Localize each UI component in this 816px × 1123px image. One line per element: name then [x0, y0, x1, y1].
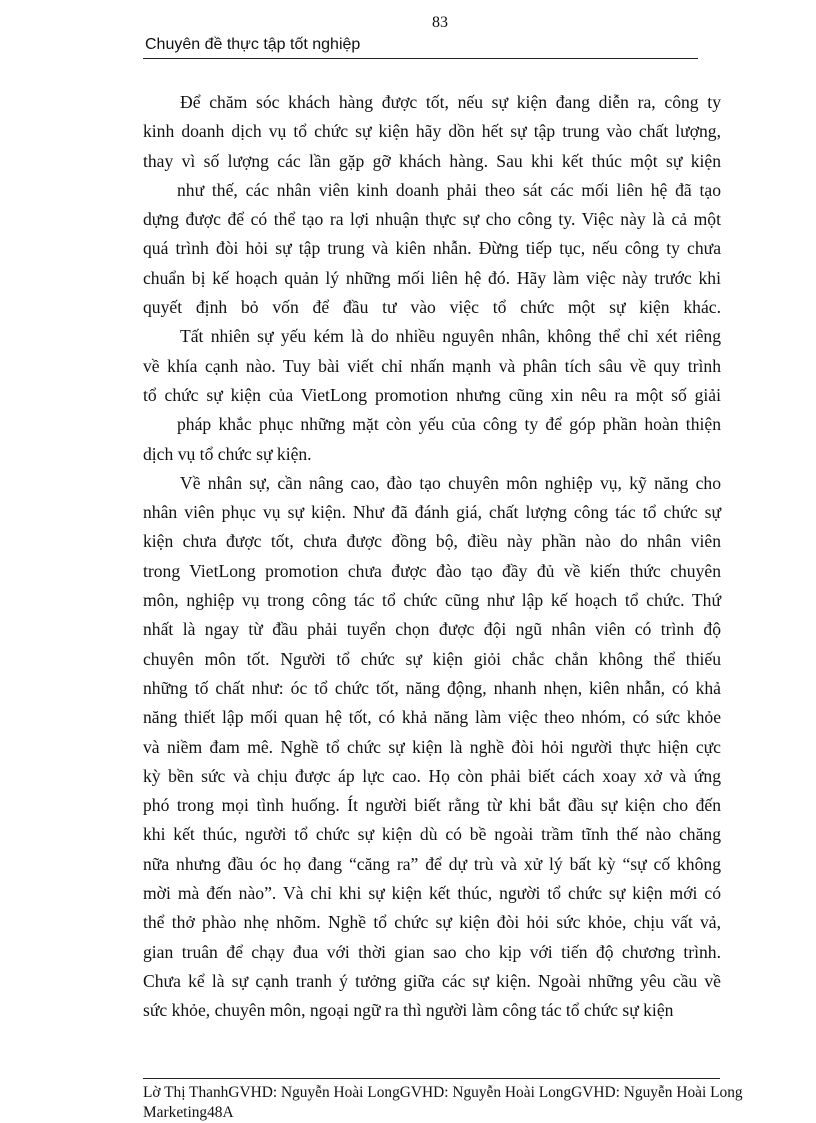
text-line: trong VietLong promotion chưa được đào tạo đầy đủ về kiến thức chuyên — [143, 560, 721, 581]
text-line: dựng được để có thể tạo ra lợi nhuận thực sự cho công ty. Việc này là cả một — [143, 209, 721, 230]
page-number: 83 — [432, 14, 448, 31]
text-line: thay vì số lượng các lần gặp gỡ khách hàng. Sau khi kết thúc một sự kiện — [143, 150, 721, 171]
body-text — [143, 88, 721, 1026]
text-line: sức khỏe, chuyên môn, ngoại ngữ ra thì người làm công tác tổ chức sự kiện — [143, 1000, 674, 1021]
text-line: thể thở phào nhẹ nhõm. Nghề tổ chức sự kiện đòi hỏi sức khỏe, chịu vất vả, — [143, 912, 721, 933]
text-line: quyết định bỏ vốn để đầu tư vào việc tổ chức một sự kiện khác. — [143, 297, 721, 318]
text-line: Về nhân sự, cần nâng cao, đào tạo chuyên môn nghiệp vụ, kỹ năng cho — [180, 472, 721, 493]
text-line: môn, nghiệp vụ trong công tác tổ chức cũng như lập kế hoạch tổ chức. Thứ — [143, 590, 721, 611]
text-line: nhất là ngay từ đầu phải tuyển chọn được đội ngũ nhân viên có trình độ — [143, 619, 721, 640]
text-line: kinh doanh dịch vụ tổ chức sự kiện hãy dồn hết sự tập trung vào chất lượng, — [143, 121, 721, 142]
footer-class-line: Marketing48A — [143, 1104, 234, 1121]
text-line: dịch vụ tổ chức sự kiện. — [143, 443, 312, 464]
footer-author-line: Lờ Thị ThanhGVHD: Nguyễn Hoài LongGVHD: Nguyễn Hoài LongGVHD: Nguyễn Hoài Long — [143, 1084, 743, 1101]
text-line: mời mà đến nào”. Và chỉ khi sự kiện kết thúc, người tổ chức sự kiện mới có — [143, 883, 721, 904]
text-line: như thế, các nhân viên kinh doanh phải theo sát các mối liên hệ đã tạo — [177, 179, 721, 200]
text-line: chuyên môn tốt. Người tổ chức sự kiện giỏi chắc chắn không thể thiếu — [143, 648, 721, 669]
text-line: Tất nhiên sự yếu kém là do nhiều nguyên nhân, không thể chỉ xét riêng — [180, 326, 721, 347]
header-divider — [143, 58, 698, 59]
text-line: khi kết thúc, người tổ chức sự kiện dù có bề ngoài trầm tĩnh thế nào chăng — [143, 824, 721, 845]
footer-divider — [143, 1078, 720, 1079]
text-line: những tố chất như: óc tổ chức tốt, năng động, nhanh nhẹn, kiên nhẫn, có khả — [143, 677, 721, 698]
text-line: tổ chức sự kiện của VietLong promotion nhưng cũng xin nêu ra một số giải — [143, 384, 721, 405]
text-line: kỳ bền sức và chịu được áp lực cao. Họ còn phải biết cách xoay xở và ứng — [143, 765, 721, 786]
text-line: về khía cạnh nào. Tuy bài viết chỉ nhấn mạnh và phân tích sâu về quy trình — [143, 355, 721, 376]
text-line: và niềm đam mê. Nghề tổ chức sự kiện là nghề đòi hỏi người thực hiện cực — [143, 736, 721, 757]
text-line: nữa nhưng đầu óc họ đang “căng ra” để dự trù và xử lý bất kỳ “sự cố không — [143, 853, 721, 874]
text-line: Chưa kể là sự cạnh tranh ý tưởng giữa các sự kiện. Ngoài những yêu cầu về — [143, 970, 721, 991]
text-line: chuẩn bị kế hoạch quản lý những mối liên hệ đó. Hãy làm việc này trước khi — [143, 267, 721, 288]
text-line: phó trong mọi tình huống. Ít người biết rằng từ khi bắt đầu sự kiện cho đến — [143, 795, 721, 816]
header-title: Chuyên đề thực tập tốt nghiệp — [145, 36, 361, 53]
text-line: quá trình đòi hỏi sự tập trung và kiên nhẫn. Đừng tiếp tục, nếu công ty chưa — [143, 238, 721, 259]
text-line: nhân viên phục vụ sự kiện. Như đã đánh giá, chất lượng công tác tổ chức sự — [143, 502, 721, 523]
text-line: pháp khắc phục những mặt còn yếu của công ty để góp phần hoàn thiện — [177, 414, 721, 435]
text-line: năng thiết lập mối quan hệ tốt, có khả năng làm việc theo nhóm, có sức khỏe — [143, 707, 721, 728]
text-line: Để chăm sóc khách hàng được tốt, nếu sự kiện đang diễn ra, công ty — [180, 92, 721, 112]
text-line: gian truân để chạy đua với thời gian sao cho kịp với tiến độ chương trình. — [143, 941, 721, 962]
text-line: kiện chưa được tốt, chưa được đồng bộ, điều này phần nào do nhân viên — [143, 531, 721, 552]
